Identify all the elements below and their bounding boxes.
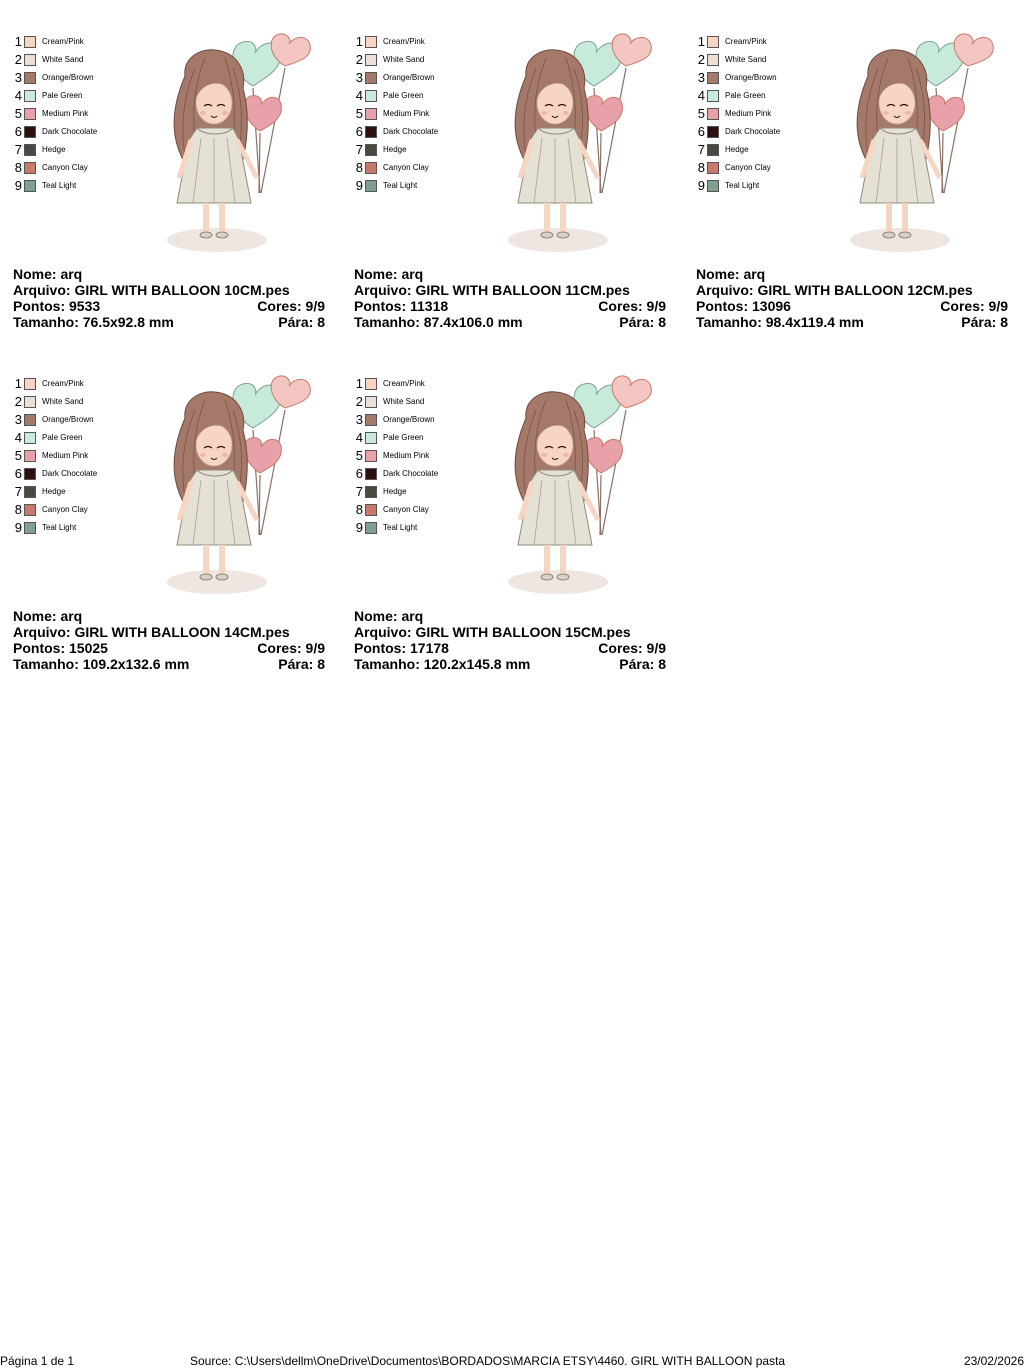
- thread-name: Canyon Clay: [383, 505, 429, 514]
- thread-name: Medium Pink: [725, 109, 772, 118]
- thread-swatch: [365, 468, 377, 480]
- thread-swatch: [707, 72, 719, 84]
- pontos-label: Pontos: 11318: [354, 298, 449, 314]
- thread-swatch: [24, 72, 36, 84]
- thread-swatch: [365, 90, 377, 102]
- pontos-label: Pontos: 17178: [354, 640, 449, 656]
- thread-name: Teal Light: [725, 181, 760, 190]
- design-card: [5, 8, 325, 328]
- thread-swatch: [707, 54, 719, 66]
- thread-number: 2: [697, 52, 705, 67]
- arquivo-label: Arquivo: GIRL WITH BALLOON 14CM.pes: [13, 624, 290, 640]
- thread-name: Canyon Clay: [725, 163, 771, 172]
- thread-name: Pale Green: [725, 91, 766, 100]
- thread-name: Pale Green: [383, 433, 424, 442]
- thread-swatch: [24, 162, 36, 174]
- design-card: [688, 8, 1008, 328]
- source-path: Source: C:\Users\dellm\OneDrive\Documentos\BORDADOS\MARCIA ETSY\4460. GIRL WITH BALLOON pasta: [190, 1354, 786, 1368]
- thread-number: 4: [355, 430, 363, 445]
- thread-swatch: [24, 396, 36, 408]
- thread-name: Dark Chocolate: [383, 127, 439, 136]
- thread-number: 6: [14, 124, 22, 139]
- para-label: Pára: 8: [619, 656, 666, 672]
- cores-label: Cores: 9/9: [598, 640, 666, 656]
- thread-swatch: [24, 144, 36, 156]
- thread-name: Hedge: [725, 145, 749, 154]
- thread-name: Teal Light: [383, 523, 418, 532]
- thread-number: 7: [355, 484, 363, 499]
- design-info: [696, 266, 1008, 330]
- thread-name: Medium Pink: [42, 451, 89, 460]
- thread-number: 8: [355, 502, 363, 517]
- thread-swatch: [24, 108, 36, 120]
- thread-number: 6: [697, 124, 705, 139]
- thread-swatch: [365, 108, 377, 120]
- thread-swatch: [365, 522, 377, 534]
- thread-number: 3: [697, 70, 705, 85]
- cores-label: Cores: 9/9: [257, 298, 325, 314]
- thread-number: 6: [355, 124, 363, 139]
- thread-number: 5: [14, 106, 22, 121]
- thread-name: Hedge: [42, 487, 66, 496]
- thread-number: 4: [697, 88, 705, 103]
- design-card: [346, 350, 666, 670]
- thread-number: 6: [355, 466, 363, 481]
- thread-number: 5: [355, 106, 363, 121]
- thread-number: 1: [14, 34, 22, 49]
- page-footer: [0, 1353, 1024, 1369]
- thread-number: 7: [697, 142, 705, 157]
- thread-swatch: [24, 126, 36, 138]
- thread-number: 7: [355, 142, 363, 157]
- thread-name: Teal Light: [42, 181, 77, 190]
- thread-number: 3: [355, 70, 363, 85]
- cores-label: Cores: 9/9: [940, 298, 1008, 314]
- thread-name: White Sand: [725, 55, 767, 64]
- thread-swatch: [707, 126, 719, 138]
- thread-number: 4: [14, 88, 22, 103]
- thread-swatch: [365, 180, 377, 192]
- nome-label: Nome: arq: [354, 608, 424, 624]
- thread-swatch: [24, 468, 36, 480]
- thread-swatch: [24, 450, 36, 462]
- para-label: Pára: 8: [961, 314, 1008, 330]
- thread-swatch: [707, 162, 719, 174]
- thread-swatch: [365, 378, 377, 390]
- thread-name: White Sand: [383, 55, 425, 64]
- thread-name: Hedge: [383, 487, 407, 496]
- embroidery-preview: [818, 28, 1003, 263]
- arquivo-label: Arquivo: GIRL WITH BALLOON 15CM.pes: [354, 624, 631, 640]
- thread-number: 2: [355, 394, 363, 409]
- cores-label: Cores: 9/9: [257, 640, 325, 656]
- thread-name: Medium Pink: [383, 109, 430, 118]
- thread-name: Cream/Pink: [42, 37, 84, 46]
- thread-name: Canyon Clay: [42, 505, 88, 514]
- design-card: [5, 350, 325, 670]
- tamanho-label: Tamanho: 109.2x132.6 mm: [13, 656, 190, 672]
- thread-swatch: [365, 54, 377, 66]
- thread-swatch: [707, 90, 719, 102]
- thread-name: Teal Light: [383, 181, 418, 190]
- tamanho-label: Tamanho: 120.2x145.8 mm: [354, 656, 531, 672]
- thread-name: Cream/Pink: [383, 379, 425, 388]
- thread-name: White Sand: [42, 397, 84, 406]
- embroidery-preview: [476, 28, 661, 263]
- thread-swatch: [707, 108, 719, 120]
- thread-name: White Sand: [42, 55, 84, 64]
- thread-name: White Sand: [383, 397, 425, 406]
- thread-name: Canyon Clay: [383, 163, 429, 172]
- thread-name: Dark Chocolate: [725, 127, 781, 136]
- thread-name: Hedge: [42, 145, 66, 154]
- thread-swatch: [365, 36, 377, 48]
- embroidery-preview: [476, 370, 661, 605]
- thread-swatch: [365, 396, 377, 408]
- thread-number: 4: [14, 430, 22, 445]
- thread-name: Medium Pink: [42, 109, 89, 118]
- thread-name: Hedge: [383, 145, 407, 154]
- embroidery-preview: [135, 370, 320, 605]
- thread-swatch: [24, 414, 36, 426]
- thread-name: Canyon Clay: [42, 163, 88, 172]
- thread-number: 4: [355, 88, 363, 103]
- thread-number: 2: [14, 394, 22, 409]
- thread-number: 1: [355, 376, 363, 391]
- thread-name: Orange/Brown: [383, 73, 435, 82]
- tamanho-label: Tamanho: 87.4x106.0 mm: [354, 314, 523, 330]
- thread-name: Medium Pink: [383, 451, 430, 460]
- thread-swatch: [707, 144, 719, 156]
- thread-name: Pale Green: [383, 91, 424, 100]
- thread-swatch: [365, 504, 377, 516]
- thread-swatch: [24, 378, 36, 390]
- thread-number: 1: [697, 34, 705, 49]
- thread-number: 6: [14, 466, 22, 481]
- page-number: Página 1 de 1: [0, 1354, 75, 1368]
- cores-label: Cores: 9/9: [598, 298, 666, 314]
- arquivo-label: Arquivo: GIRL WITH BALLOON 11CM.pes: [354, 282, 630, 298]
- thread-number: 5: [14, 448, 22, 463]
- thread-name: Dark Chocolate: [42, 127, 98, 136]
- pontos-label: Pontos: 13096: [696, 298, 791, 314]
- thread-name: Cream/Pink: [42, 379, 84, 388]
- thread-number: 8: [697, 160, 705, 175]
- thread-number: 2: [14, 52, 22, 67]
- thread-swatch: [24, 486, 36, 498]
- thread-swatch: [24, 36, 36, 48]
- thread-number: 8: [14, 160, 22, 175]
- para-label: Pára: 8: [278, 656, 325, 672]
- design-card: [346, 8, 666, 328]
- tamanho-label: Tamanho: 76.5x92.8 mm: [13, 314, 174, 330]
- thread-swatch: [365, 432, 377, 444]
- print-date: 23/02/2026: [963, 1354, 1024, 1368]
- thread-number: 5: [355, 448, 363, 463]
- pontos-label: Pontos: 15025: [13, 640, 108, 656]
- nome-label: Nome: arq: [13, 608, 83, 624]
- thread-number: 3: [14, 70, 22, 85]
- thread-name: Dark Chocolate: [383, 469, 439, 478]
- thread-number: 9: [697, 178, 705, 193]
- thread-name: Orange/Brown: [42, 73, 94, 82]
- thread-number: 8: [14, 502, 22, 517]
- arquivo-label: Arquivo: GIRL WITH BALLOON 12CM.pes: [696, 282, 973, 298]
- embroidery-preview: [135, 28, 320, 263]
- thread-number: 9: [14, 520, 22, 535]
- thread-swatch: [24, 432, 36, 444]
- thread-number: 9: [14, 178, 22, 193]
- design-info: [13, 608, 325, 672]
- arquivo-label: Arquivo: GIRL WITH BALLOON 10CM.pes: [13, 282, 290, 298]
- thread-number: 1: [355, 34, 363, 49]
- thread-number: 2: [355, 52, 363, 67]
- thread-swatch: [24, 180, 36, 192]
- tamanho-label: Tamanho: 98.4x119.4 mm: [696, 314, 864, 330]
- design-info: [354, 266, 666, 330]
- thread-swatch: [365, 450, 377, 462]
- thread-swatch: [707, 36, 719, 48]
- thread-swatch: [365, 414, 377, 426]
- thread-swatch: [365, 144, 377, 156]
- design-info: [13, 266, 325, 330]
- thread-name: Dark Chocolate: [42, 469, 98, 478]
- thread-swatch: [365, 486, 377, 498]
- thread-number: 8: [355, 160, 363, 175]
- thread-swatch: [365, 126, 377, 138]
- thread-name: Cream/Pink: [725, 37, 767, 46]
- thread-number: 3: [14, 412, 22, 427]
- thread-number: 1: [14, 376, 22, 391]
- thread-name: Pale Green: [42, 433, 83, 442]
- thread-name: Orange/Brown: [725, 73, 777, 82]
- thread-swatch: [24, 522, 36, 534]
- nome-label: Nome: arq: [354, 266, 424, 282]
- thread-number: 9: [355, 520, 363, 535]
- para-label: Pára: 8: [619, 314, 666, 330]
- nome-label: Nome: arq: [13, 266, 83, 282]
- thread-swatch: [365, 72, 377, 84]
- thread-swatch: [707, 180, 719, 192]
- thread-number: 9: [355, 178, 363, 193]
- thread-name: Orange/Brown: [42, 415, 94, 424]
- thread-name: Pale Green: [42, 91, 83, 100]
- thread-name: Teal Light: [42, 523, 77, 532]
- thread-name: Orange/Brown: [383, 415, 435, 424]
- thread-swatch: [24, 54, 36, 66]
- pontos-label: Pontos: 9533: [13, 298, 101, 314]
- thread-swatch: [365, 162, 377, 174]
- thread-swatch: [24, 504, 36, 516]
- thread-swatch: [24, 90, 36, 102]
- design-info: [354, 608, 666, 672]
- thread-name: Cream/Pink: [383, 37, 425, 46]
- nome-label: Nome: arq: [696, 266, 766, 282]
- thread-number: 7: [14, 142, 22, 157]
- thread-number: 3: [355, 412, 363, 427]
- thread-number: 5: [697, 106, 705, 121]
- thread-number: 7: [14, 484, 22, 499]
- para-label: Pára: 8: [278, 314, 325, 330]
